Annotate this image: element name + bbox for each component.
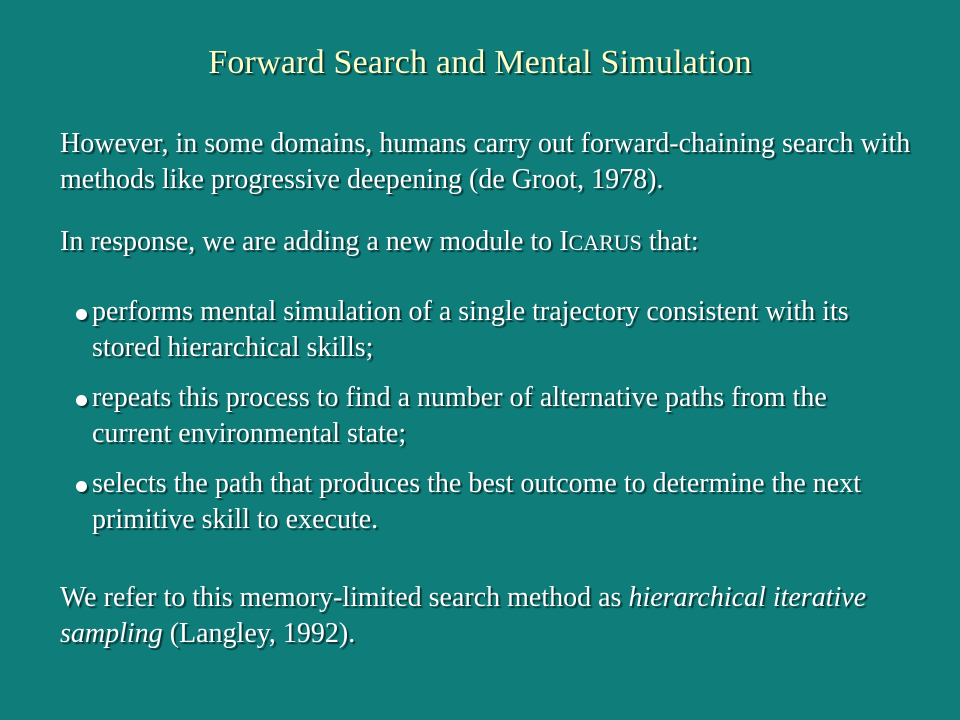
system-name-rest: CARUS: [568, 230, 642, 255]
response-suffix: that:: [641, 226, 699, 257]
bullet-dot-icon: [76, 481, 87, 492]
intro-paragraph: However, in some domains, humans carry out forward-chaining search with methods like progressive deepening (de Groot, 1978).: [60, 128, 911, 195]
response-paragraph: [60, 224, 920, 261]
conclusion-suffix: (Langley, 1992).: [162, 618, 356, 649]
conclusion-prefix: We refer to this memory-limited search method as: [60, 582, 629, 613]
system-name-initial: I: [559, 226, 569, 257]
bullet-text: repeats this process to find a number of alternative paths from the current environmental state;: [92, 382, 827, 449]
bullet-item: [78, 380, 898, 452]
bullet-text: performs mental simulation of a single trajectory consistent with its stored hierarchical skills;: [92, 296, 849, 363]
conclusion-emphasis: hierarchical iterative sampling: [60, 582, 867, 649]
bullet-dot-icon: [76, 309, 87, 320]
bullet-text: selects the path that produces the best outcome to determine the next primitive skill to execute.: [92, 468, 861, 535]
slide-title: Forward Search and Mental Simulation: [208, 44, 752, 81]
conclusion-paragraph: [60, 580, 920, 652]
bullet-item: [78, 294, 898, 366]
bullet-item: [78, 466, 898, 538]
bullet-dot-icon: [76, 395, 87, 406]
bullet-list: [78, 294, 898, 552]
response-prefix: In response, we are adding a new module to: [60, 226, 560, 257]
